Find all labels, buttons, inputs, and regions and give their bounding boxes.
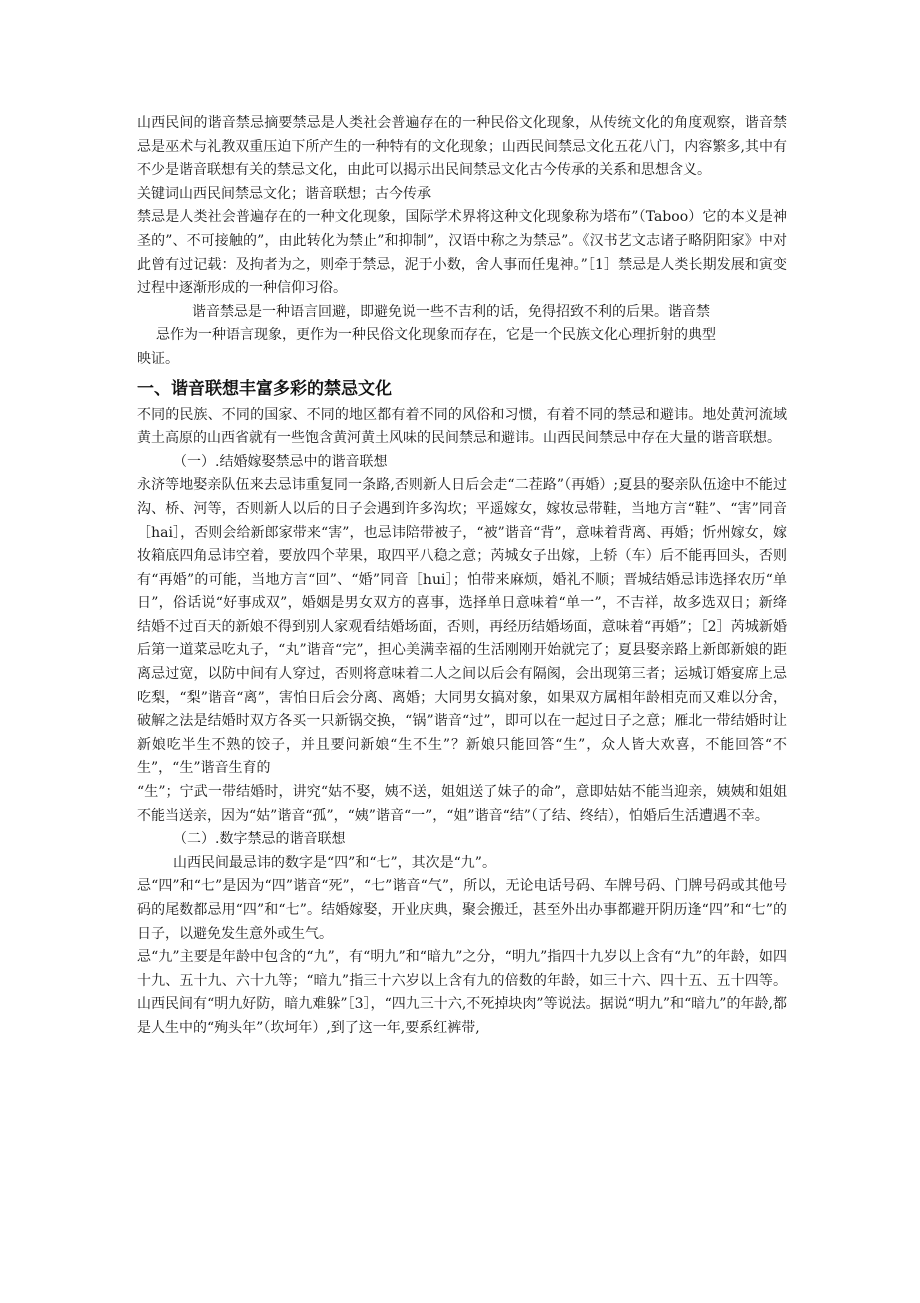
marriage-taboo-paragraph: 永济等地娶亲队伍来去忌讳重复同一条路,否则新人日后会走“二茬路”（再婚）;夏县的娶亲队伍途中不能过沟、桥、河等，否则新人以后的日子会遇到许多沟坎；平遥嫁女，嫁妆忌带鞋，当地方言“鞋”、“害”同音［hai］，否则会给新郎家带来“害”，也忌讳陪带被子，“被”谐音“背”，意味着背离、再婚；忻州嫁女，嫁妆箱底四角忌讳空着，要放四个苹果，取四平八稳之意；芮城女子出嫁，上轿（车）后不能再回头，否则有“再婚”的可能，当地方言“回”、“婚”同音［hui］；怕带来麻烦，婚礼不顺；晋城结婚忌讳选择农历“单日”，俗话说“好事成双”，婚姻是男女双方的喜事，选择单日意味着“单一”，不吉祥，故多选双日；新绛结婚不过百天的新娘不得到别人家观看结婚场面，否则，再经历结婚场面，意味着“再婚”；［2］芮城新婚后第一道菜忌吃丸子，“丸”谐音“完”，担心美满幸福的生活刚刚开始就完了；夏县娶亲路上新郎新娘的距离忌过宽，以防中间有人穿过，否则将意味着二人之间以后会有隔阂，会出现第三者；运城订婚宴席上忌吃梨，“梨”谐音“离”，害怕日后会分离、离婚；大同男女搞对象，如果双方属相年龄相克而又难以分舍，破解之法是结婚时双方各买一只新锅交换，“锅”谐音“过”，即可以在一起过日子之意；雁北一带结婚时让新娘吃半生不熟的饺子，并且要问新娘“生不生”？新娘只能回答“生”，众人皆大欢喜，不能回答“不生”，“生”谐音生育的 (137, 477, 787, 777)
document-body (137, 112, 787, 1041)
numbers-four-seven-paragraph: 忌“四”和“七”是因为“四”谐音“死”，“七”谐音“气”，所以，无论电话号码、车牌号码、门牌号码或其他号码的尾数都忌用“四”和“七”。结婚嫁娶，开业庆典，聚会搬迁，甚至外出办事都避开阴历逢“四”和“七”的日子，以避免发生意外或生气。 (137, 878, 787, 942)
keywords-line: 关键词山西民间禁忌文化；谐音联想；古今传承 (137, 185, 431, 202)
subsection-heading-marriage: （一）.结婚嫁娶禁忌中的谐音联想 (173, 453, 388, 470)
subsection-heading-numbers: （二）.数字禁忌的谐音联想 (173, 831, 346, 848)
numbers-nine-paragraph: 忌“九”主要是年龄中包含的“九”，有“明九”和“暗九”之分，“明九”指四十九岁以上含有“九”的年龄，如四十九、五十九、六十九等；“暗九”指三十六岁以上含有九的倍数的年龄，如三十六、四十五、五十四等。山西民间有“明九好防，暗九难躲”［3］，“四九三十六,不死掉块肉”等说法。据说“明九”和“暗九”的年龄,都是人生中的“殉头年”（坎坷年）,到了这一年,要系红裤带, (137, 949, 787, 1036)
marriage-taboo-paragraph-continued: “生”；宁武一带结婚时，讲究“姑不娶，姨不送，姐姐送了妹子的命”，意即姑姑不能当迎亲，姨姨和姐姐不能当送亲，因为“姑”谐音“孤”，“姨”谐音“一”，“姐”谐音“结”（了结、终结），怕婚后生活遭遇不幸。 (137, 784, 787, 824)
numbers-intro-line: 山西民间最忌讳的数字是“四”和“七”，其次是“九”。 (173, 854, 496, 871)
abstract-paragraph: 山西民间的谐音禁忌摘要禁忌是人类社会普遍存在的一种民俗文化现象，从传统文化的角度观察，谐音禁忌是巫术与礼教双重压迫下所产生的一种特有的文化现象；山西民间禁忌文化五花八门，内容繁多,其中有不少是谐音联想有关的禁忌文化，由此可以揭示出民间禁忌文化古今传承的关系和思想含义。 (137, 115, 787, 179)
intro-paragraph: 禁忌是人类社会普遍存在的一种文化现象，国际学术界将这种文化现象称为塔布”（Taboo）它的本义是神圣的”、不可接触的”，由此转化为禁止”和抑制”，汉语中称之为禁忌”。《汉书艺文志诸子略阴阳家》中对此曾有过记载：及拘者为之，则牵于禁忌，泥于小数，舍人事而任鬼神。”［1］禁忌是人类长期发展和寅变过程中逐渐形成的一种信仰习俗。 (137, 209, 787, 297)
section-heading: 一、谐音联想丰富多彩的禁忌文化 (137, 378, 392, 399)
definition-line-1: 谐音禁忌是一种语言回避，即避免说一些不吉利的话，免得招致不利的后果。谐音禁 (192, 303, 710, 320)
definition-line-3: 映证。 (137, 350, 179, 367)
section-intro-paragraph: 不同的民族、不同的国家、不同的地区都有着不同的风俗和习惯，有着不同的禁忌和避讳。地处黄河流域黄土高原的山西省就有一些饱含黄河黄土风味的民间禁忌和避讳。山西民间禁忌中存在大量的谐音联想。 (137, 406, 787, 447)
definition-line-2: 忌作为一种语言现象，更作为一种民俗文化现象而存在，它是一个民族文化心理折射的典型 (156, 327, 716, 344)
